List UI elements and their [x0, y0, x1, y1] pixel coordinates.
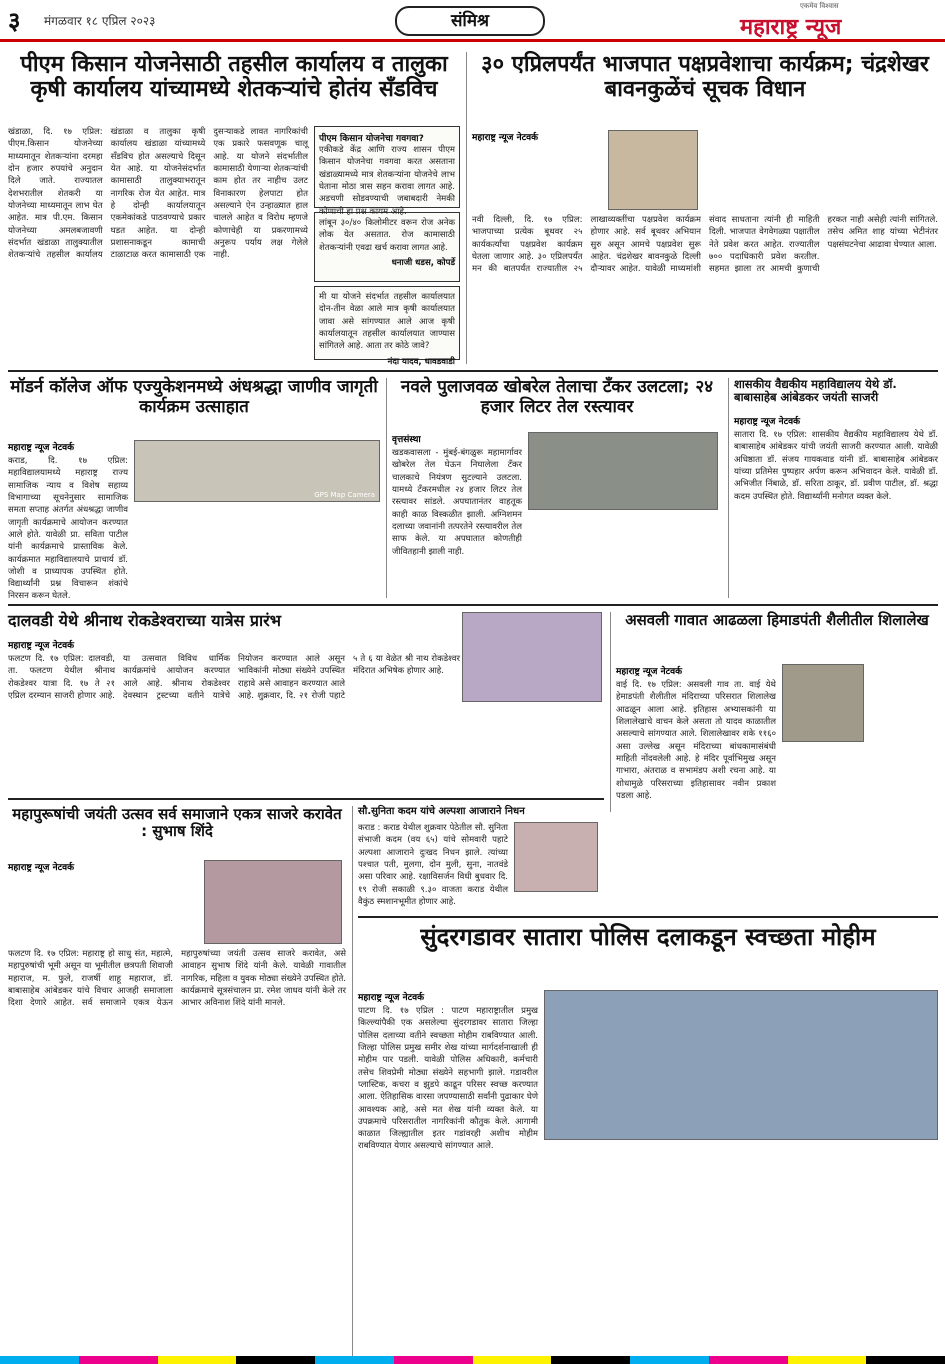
color-swatch — [473, 1356, 552, 1364]
story-body: कराड : कराड येथील शुक्रवार पेठेतील सौ. सुनिता संभाजी कदम (वय ६५) यांचे सोमवारी पहाटे अल्पशा आजाराने दुःखद निधन झाले. त्यांच्या पश्चात पती, मुलगा, दोन मुली, सुना, नातवंडे असा परिवार आहे. रक्षाविसर्जन विधी बुधवार दि. १९ रोजी सकाळी ९.३० वाजता कराड येथील वैकुंठ स्मशानभूमीत होणार आहे. — [358, 823, 508, 907]
story-byline: महाराष्ट्र न्यूज नेटवर्क — [734, 417, 801, 427]
column-divider — [610, 612, 611, 812]
story-headline: नवले पुलाजवळ खोबरेल तेलाचा टँकर उलटला; २४ हजार लिटर तेल रस्त्यावर — [400, 377, 714, 417]
color-swatch — [630, 1356, 709, 1364]
color-swatch — [0, 1356, 79, 1364]
story-body: फलटण दि. १७ एप्रिल: महाराष्ट्र हो साधु संत, महात्मे, महापुरुषांची भूमी असून या भूमीतील छत्रपती शिवाजी महाराज, म. फुले, राजर्षी शाहू महाराज, डॉ. बाबासाहेब आंबेडकर यांचे विचार आजही समाजाला दिशा देणारे आहेत. सर्व समाजाने एकत्र येऊन महापुरुषांच्या जयंती उत्सव साजरे करावेत, असे आवाहन सुभाष शिंदे यांनी केले. यावेळी गावातील नागरिक, महिला व युवक मोठ्या संख्येने उपस्थित होते. कार्यक्रमाचे सूत्रसंचालन प्रा. रमेश जाधव यांनी केले तर आभार अविनाश शिंदे यांनी मानले. — [8, 949, 347, 1009]
story-byline: महाराष्ट्र न्यूज नेटवर्क — [8, 641, 75, 651]
row-divider — [8, 604, 938, 606]
story-body-continued — [134, 506, 380, 590]
story-body: वाई दि. १७ एप्रिल: असवली गाव ता. वाई येथे हेमाडपंती शैलीतील मंदिराच्या परिसरात शिलालेख आढळून आला आहे. इतिहास अभ्यासकांनी या शिलालेखाचे वाचन केले असता तो यादव काळातील असल्याचे सांगण्यात आले. शिलालेखावर शके ११६० असा उल्लेख असून मंदिराच्या बांधकामासंबंधी माहिती नोंदवलेली आहे. हे मंदिर पूर्वाभिमुख असून गाभारा, अंतराळ व सभामंडप अशी रचना आहे. या शोधामुळे परिसराच्या इतिहासावर नवीन प्रकाश पडला आहे. — [616, 680, 776, 801]
story-body: खंडाळा, दि. १७ एप्रिल: पीएम.किसान योजनेच्या माध्यमातून शेतकऱ्यांना दरमहा दोन हजार रुपयांचे अनुदान दिले जाते. राज्यातल देशभरातील शेतकरी या योजनेच्या माध्यमातून लाभ घेत आहेत. मात्र पी.एम. किसान योजनेच्या अमलबजावणी संदर्भात खंडाळा तालुक्यातील शेतकऱ्यांचे तहसील कार्यालय खंडाळा व तालुका कृषी कार्यालय खंडाळा यांच्यामध्ये सँडविच होत असल्याचे दिसून येत आहे. या योजनेसंदर्भात कामासाठी तालुक्याभरातून नागरिक रोज येत आहेत. मात्र हे दोन्ही कार्यालयातून एकमेकांकडे पाठवण्याचे प्रकार घडत आहेत. या दोन्ही प्रशासनाकडून कामाची टाळाटाळ करत कामासाठी एक दुसऱ्याकडे लावत नागरिकांची एक प्रकारे फसवणूक चालू आहे. या योजने संदर्भातील कामासाठी येणाऱ्या शेतकऱ्यांची काम होत तर नाहीच उलट विनाकारण हेलपाटा होत असल्याने ऐन उन्हाळ्यात हाल चालले आहेत व विरोध म्हणजे कोणाचेही या प्रकरणामध्ये अनुरूप पर्याय लक्ष गेलेले नाही. — [8, 127, 308, 261]
color-swatch — [394, 1356, 473, 1364]
story-headline: शासकीय वैद्यकीय महाविद्यालय येथे डॉ. बाबासाहेब आंबेडकर जयंती साजरी — [734, 377, 897, 405]
story-byline: महाराष्ट्र न्यूज नेटवर्क — [8, 443, 75, 453]
story-headline: सौ.सुनिता कदम यांचे अल्पशा आजाराने निधन — [358, 806, 525, 817]
photo-caption: GPS Map Camera — [314, 491, 375, 499]
color-swatch — [79, 1356, 158, 1364]
column-divider — [466, 52, 467, 364]
color-swatch — [315, 1356, 394, 1364]
quote-text-2: मी या योजने संदर्भात तहसील कार्यालयात दोन-तीन वेळा आले मात्र कृषी कार्यालयात जावा असे सांगण्यात आले आज कृषी कार्यालयातून तहसील कार्यालयात जाण्यास सांगितले आहे. आता तर कोठे जावे? — [319, 292, 455, 352]
portrait-photo — [608, 130, 698, 210]
section-title: संमिश्र — [395, 6, 545, 36]
info-box-body: एकीकडे केंद्र आणि राज्य शासन पीएम किसान योजनेचा गवगवा करत असताना खंडाळ्यामध्ये मात्र शेतकऱ्यांना योजनेचे लाभ घेताना मोठा त्रास सहन करावा लागत आहे. अडचणी सोडवण्याची जबाबदारी नेमकी कोणाची हा प्रश्न कायम आहे. — [319, 145, 455, 217]
masthead — [0, 0, 945, 42]
info-box-title: पीएम किसान योजनेचा गवगवा? — [319, 134, 424, 144]
issue-date: मंगळवार १८ एप्रिल २०२३ — [44, 14, 156, 28]
row-divider — [358, 916, 938, 918]
story-jayanti-utsav — [8, 806, 346, 1356]
story-body: खडकवासला - मुंबई-बंगळुरू महामार्गावर खोबरेल तेल घेऊन निघालेला टँकर चालकाचे नियंत्रण सुटल्याने उलटला. यामध्ये टँकरमधील २४ हजार लिटर तेल रस्त्यावर सांडले. अपघातानंतर वाहतूक काही काळ विस्कळीत झाली. अग्निशमन दलाच्या जवानांनी तत्परतेने रस्त्यावरील तेल साफ केले. या अपघातात कोणतीही जीवितहानी झाली नाही. — [392, 448, 522, 557]
color-swatch — [709, 1356, 788, 1364]
story-ambedkar-jayanti — [734, 378, 938, 598]
story-headline: महापुरूषांची जयंती उत्सव सर्व समाजाने एकत्र साजरे करावेत : सुभाष शिंदे — [12, 805, 342, 841]
story-byline: महाराष्ट्र न्यूज नेटवर्क — [472, 133, 539, 143]
column-divider — [352, 806, 353, 1356]
story-sundargad — [358, 924, 938, 1356]
brand-tagline: एकमेव विश्वास — [800, 2, 839, 10]
quote-box-2 — [314, 286, 460, 367]
color-swatch — [551, 1356, 630, 1364]
story-byline: महाराष्ट्र न्यूज नेटवर्क — [8, 863, 75, 873]
story-byline: महाराष्ट्र न्यूज नेटवर्क — [358, 993, 425, 1003]
quote-signature: धनाजी धडस, कोपर्डे — [391, 257, 455, 268]
temple-photo — [462, 612, 602, 702]
color-swatch — [158, 1356, 237, 1364]
column-divider — [386, 378, 387, 598]
brand-logo: महाराष्ट्र न्यूज — [740, 14, 842, 40]
story-body: फलटण दि. १७ एप्रिल: दालवडी, ता. फलटण येथील श्रीनाथ रोकडेश्वर यात्रा दि. १७ ते २१ एप्रिल दरम्यान साजरी होणार आहे. या उत्सवात विविध धार्मिक कार्यक्रमांचे आयोजन करण्यात आले आहे. श्रीनाथ रोकडेश्वर देवस्थान ट्रस्टच्या वतीने यात्रेचे नियोजन करण्यात आले असून भाविकांनी मोठ्या संख्येने उपस्थित राहावे असे आवाहन करण्यात आले आहे. शुक्रवार, दि. २१ रोजी पहाटे ५ ते ६ या वेळेत श्री नाथ रोकडेश्वर मंदिरात अभिषेक होणार आहे. — [8, 654, 460, 701]
quote-box — [314, 212, 460, 282]
story-body: पाटण दि. १७ एप्रिल : पाटण महाराष्ट्रातील प्रमुख किल्ल्यांपैकी एक असलेल्या सुंदरगडावर सातारा जिल्हा पोलिस दलाच्या वतीने स्वच्छता मोहीम राबविण्यात आली. जिल्हा पोलिस प्रमुख समीर शेख यांच्या मार्गदर्शनाखाली ही मोहीम पार पडली. यावेळी पोलिस अधिकारी, कर्मचारी तसेच शिवप्रेमी मोठ्या संख्येने सहभागी झाले. गडावरील प्लास्टिक, कचरा व झुडपे काढून परिसर स्वच्छ करण्यात आला. ऐतिहासिक वारसा जपण्यासाठी सर्वांनी पुढाकार घेणे आवश्यक आहे, असे मत शेख यांनी व्यक्त केले. या उपक्रमाचे परिसरातील नागरिकांनी कौतुक केले. आगामी काळात जिल्ह्यातील इतर गडांवरही अशीच मोहीम राबविण्यात येणार असल्याचे सांगण्यात आले. — [358, 1006, 538, 1152]
page-number: ३ — [8, 7, 21, 35]
row-divider — [8, 798, 604, 800]
event-photo — [134, 440, 380, 502]
story-pm-kisan — [8, 52, 460, 367]
story-asawali — [616, 612, 938, 812]
event-photo — [204, 860, 342, 944]
color-swatch — [788, 1356, 867, 1364]
print-color-bar — [0, 1356, 945, 1364]
group-photo — [544, 990, 938, 1140]
story-byline: वृत्तसंस्था — [392, 435, 421, 445]
story-body: सातारा दि. १७ एप्रिल: शासकीय वैद्यकीय महाविद्यालय येथे डॉ. बाबासाहेब आंबेडकर यांची जयंती साजरी करण्यात आली. यावेळी अधिष्ठाता डॉ. संजय गायकवाड यांनी डॉ. बाबासाहेब आंबेडकर यांच्या प्रतिमेस पुष्पहार अर्पण करून अभिवादन केले. यावेळी डॉ. अभिजीत निंबाळे, डॉ. सरिता ठाकूर, डॉ. प्रवीण पाटील, डॉ. श्रद्धा कदम उपस्थित होते. विद्यार्थ्यांनी मनोगत व्यक्त केले. — [734, 430, 938, 502]
story-headline: ३० एप्रिलपर्यंत भाजपात पक्षप्रवेशाचा कार्यक्रम; चंद्रशेखर बावनकुळेंचं सूचक विधान — [481, 52, 929, 103]
color-swatch — [866, 1356, 945, 1364]
story-headline: दालवडी येथे श्रीनाथ रोकडेश्वराच्या यात्रेस प्रारंभ — [8, 611, 281, 630]
column-divider — [728, 378, 729, 598]
story-body: कराड, दि. १७ एप्रिल: महाविद्यालयामध्ये महाराष्ट्र राज्य सामाजिक न्याय व विशेष सहाय्य विभागाच्या सूचनेनुसार सामाजिक समता सप्ताह अंतर्गत अंधश्रद्धा जाणीव जागृती कार्यक्रमाचे आयोजन करण्यात आले होते. यावेळी प्रा. सविता पाटील यांनी कार्यक्रमाचे प्रास्ताविक केले. कार्यक्रमात महाविद्यालयाचे प्राचार्य डॉ. जोशी व प्राध्यापक उपस्थित होते. विद्यार्थ्यांनी प्रश्न विचारून शंकांचे निरसन करून घेतले. — [8, 456, 128, 602]
info-box — [314, 126, 460, 217]
portrait-photo — [514, 822, 598, 892]
quote-signature-2: नंदा यादव, धावडवाडी — [387, 356, 455, 367]
story-tanker — [392, 378, 722, 598]
row-divider — [8, 370, 938, 372]
story-modern-college — [8, 377, 380, 602]
story-headline: पीएम किसान योजनेसाठी तहसील कार्यालय व तालुका कृषी कार्यालय यांच्यामध्ये शेतकऱ्यांचे होतंय सँडविच — [20, 52, 448, 103]
story-headline: मॉडर्न कॉलेज ऑफ एज्युकेशनमध्ये अंधश्रद्धा जाणीव जागृती कार्यक्रम उत्साहात — [10, 377, 378, 417]
color-swatch — [236, 1356, 315, 1364]
inscription-photo — [782, 664, 864, 742]
story-byline: महाराष्ट्र न्यूज नेटवर्क — [616, 667, 683, 677]
quote-text: लांबून ३०/४० किलोमीटर वरून रोज अनेक लोक येत असतात. रोज कामासाठी शेतकऱ्यांनी एवढा खर्च करावा लागत आहे. — [319, 218, 455, 253]
story-bjp — [472, 52, 938, 364]
tanker-photo — [528, 432, 718, 510]
story-obituary — [358, 806, 608, 912]
story-body: नवी दिल्ली, दि. १७ एप्रिल: भाजपाच्या प्रत्येक बूथवर २५ कार्यकर्त्यांचा पक्षप्रवेश कार्यक्रम घेतला जाणार आहे. ३० एप्रिलपर्यंत मन की बातपर्यंत राज्यातील २५ लाखाव्यक्तींचा पक्षप्रवेश कार्यक्रम होणार आहे. सर्व बूथवर अभियान सुरु असून आमचे पक्षप्रवेश सुरू आहेत. चंद्रशेखर बावनकुळे दिल्ली दौऱ्यावर आहेत. यावेळी माध्यमांशी संवाद साधताना त्यांनी ही माहिती दिली. भाजपात वेगवेगळ्या पक्षातील नेते प्रवेश करत आहेत. राज्यातील ७०० पदाधिकारी प्रवेश करतील. सहमत झाला तर आमची कुणाची हरकत नाही असेही त्यांनी सांगितले. तसेच अमित शाह यांच्या भेटीनंतर पक्षसंघटनेचा आढावा घेण्यात आला. — [472, 215, 938, 275]
story-headline: असवली गावात आढळला हिमाडपंती शैलीतील शिलालेख — [625, 611, 929, 629]
story-headline: सुंदरगडावर सातारा पोलिस दलाकडून स्वच्छता मोहीम — [420, 923, 876, 951]
